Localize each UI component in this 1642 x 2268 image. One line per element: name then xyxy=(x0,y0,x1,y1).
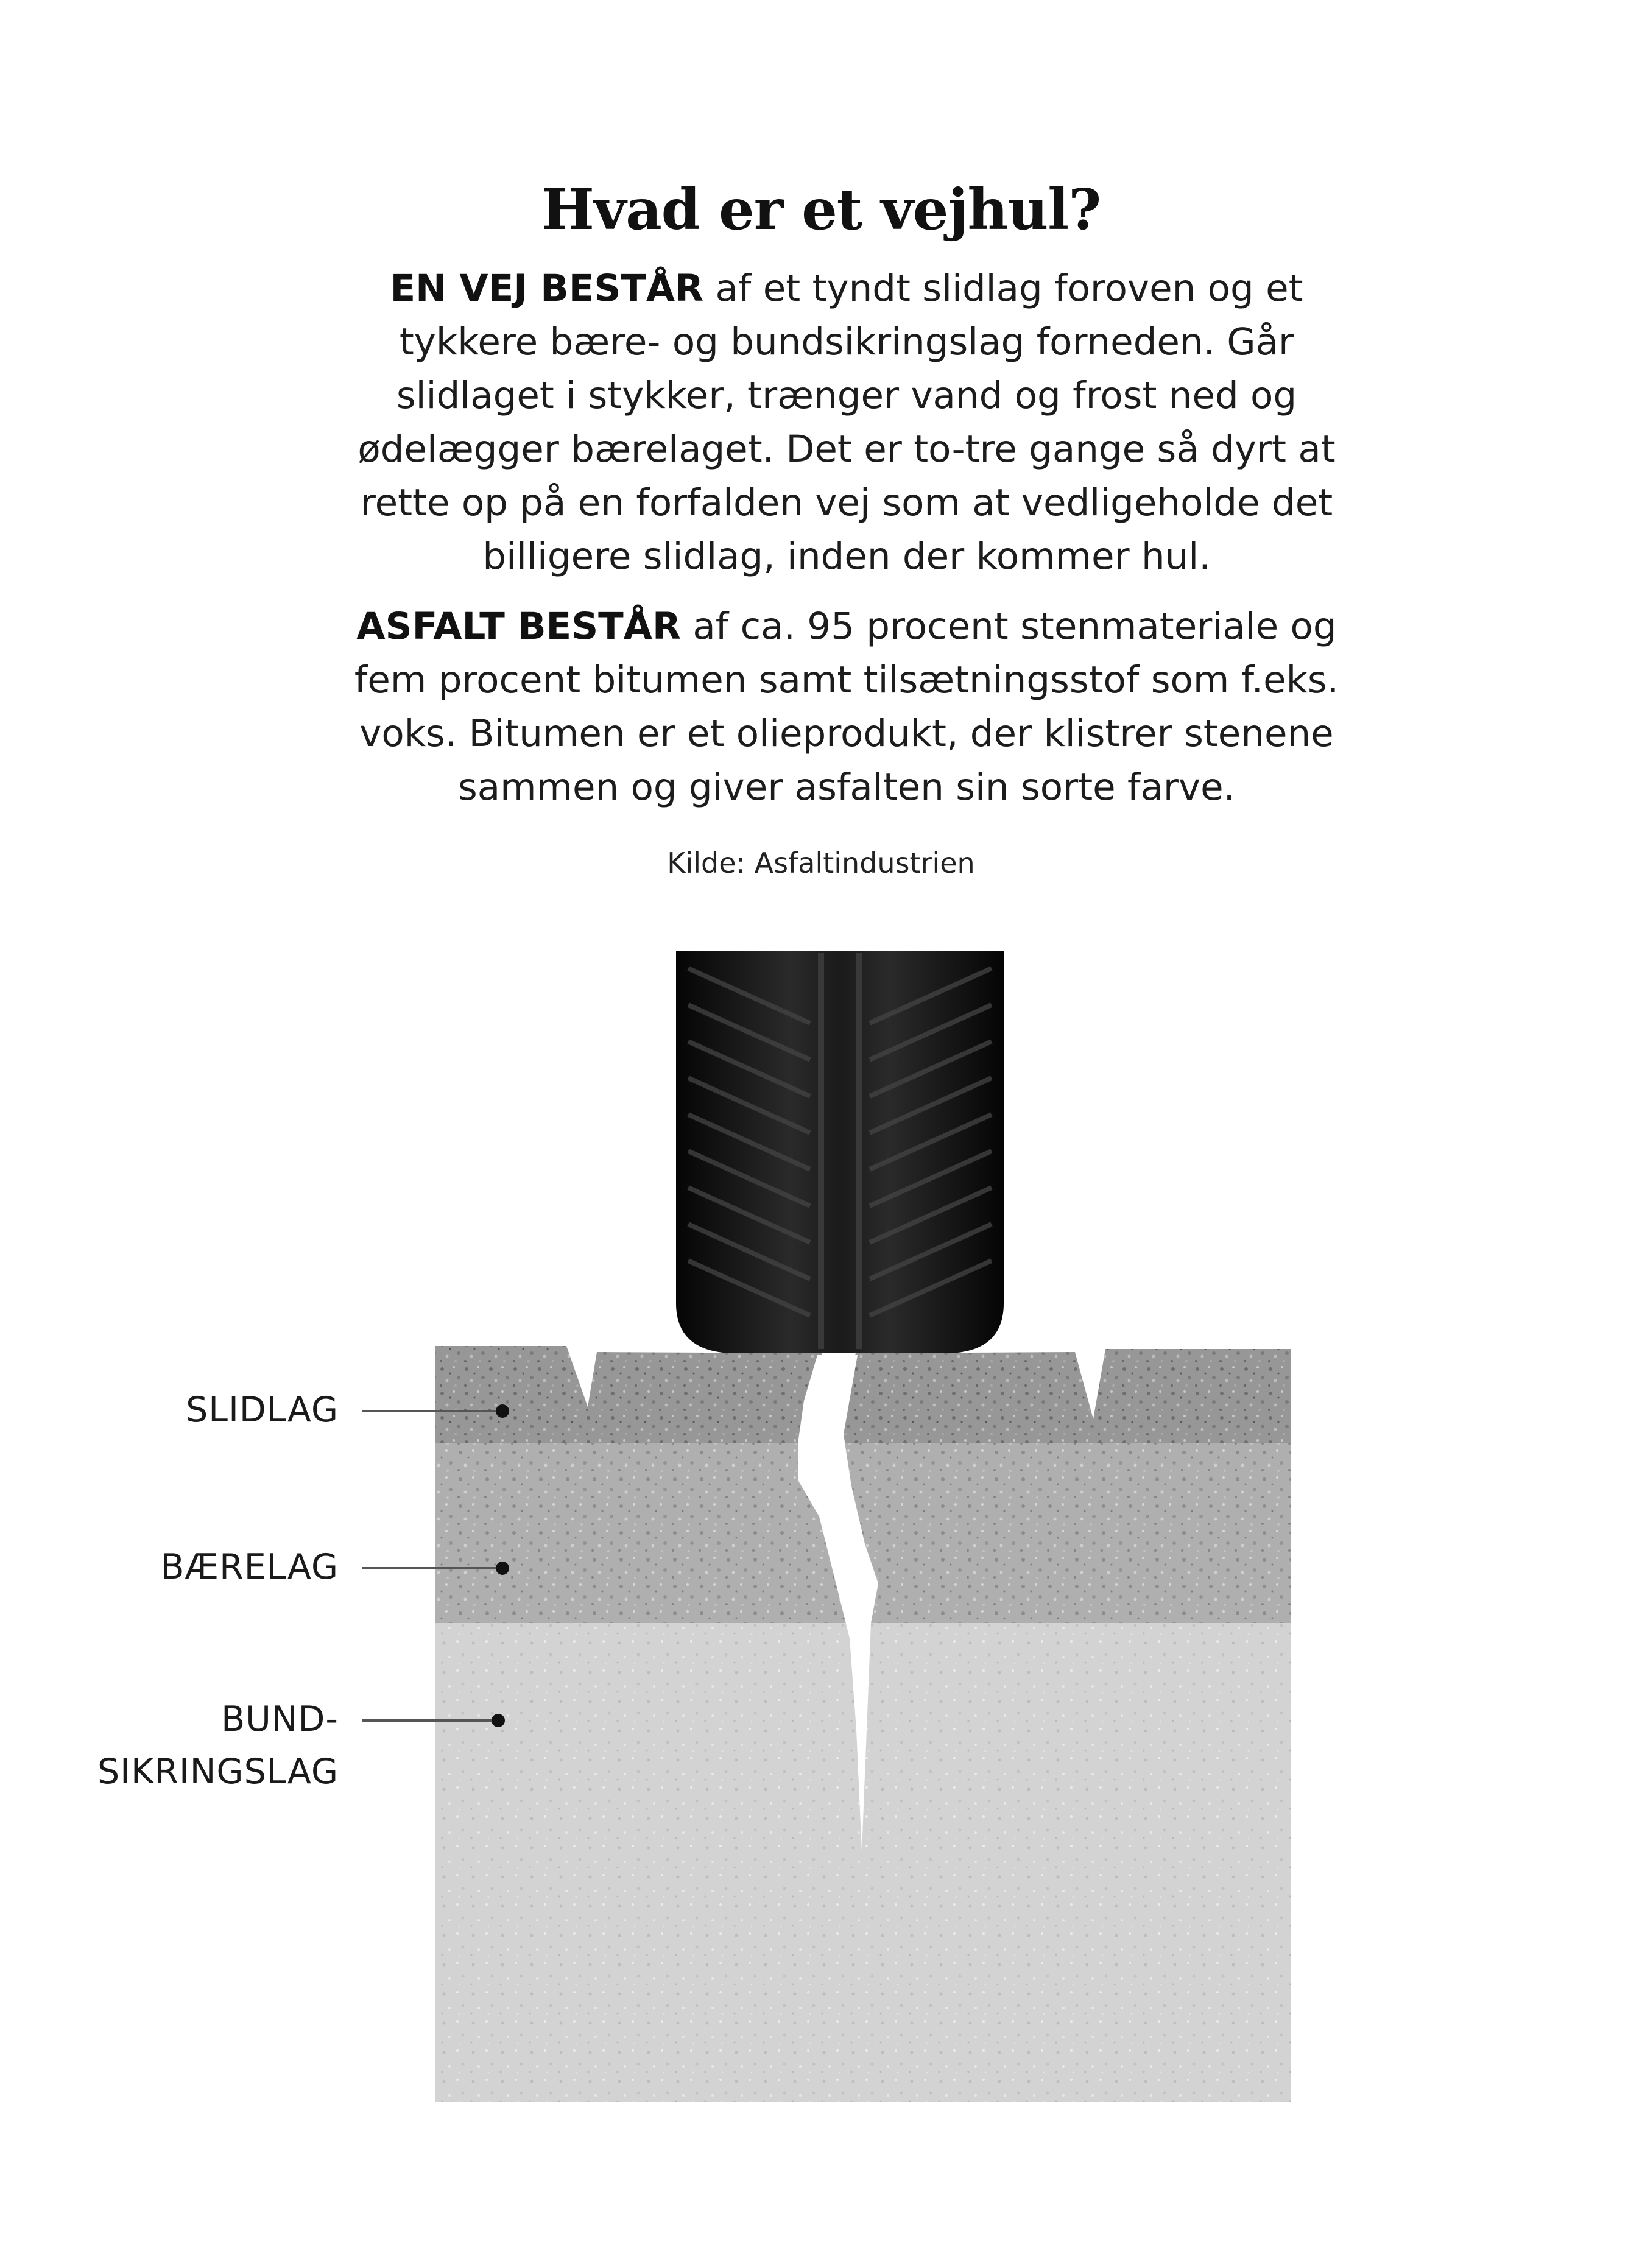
label-bund-line2: SIKRINGSLAG xyxy=(97,1752,339,1792)
label-baerelag: BÆRELAG xyxy=(160,1547,339,1587)
paragraph-text: af et tyndt slidlag foroven og et tykkere bære- og bundsikringslag forneden. Går slidlaget i stykker, trænger vand og frost ned og ødelægger bærelaget. Det er to-tre gange så dyrt at rette op på en forfalden vej som at vedligeholde det billigere slidlag, inden der kommer hul. xyxy=(358,267,1336,578)
source-credit: Kilde: Asfaltindustrien xyxy=(667,847,975,879)
label-bund-line1: BUND- xyxy=(221,1699,339,1739)
slidlag-layer xyxy=(435,1346,1291,1443)
label-slidlag: SLIDLAG xyxy=(186,1390,339,1430)
label-bundsikringslag xyxy=(97,1693,339,1798)
paragraph-lead: EN VEJ BESTÅR xyxy=(390,267,704,310)
paragraph-text: af ca. 95 procent stenmateriale og fem procent bitumen samt tilsætningsstof som f.eks. voks. Bitumen er et olieprodukt, der klistrer stenene sammen og giver asfalten sin sorte farve. xyxy=(354,605,1339,809)
paragraph-lead: ASFALT BESTÅR xyxy=(356,605,681,648)
page-title: Hvad er et vejhul? xyxy=(541,177,1101,242)
tire xyxy=(676,951,1004,1353)
